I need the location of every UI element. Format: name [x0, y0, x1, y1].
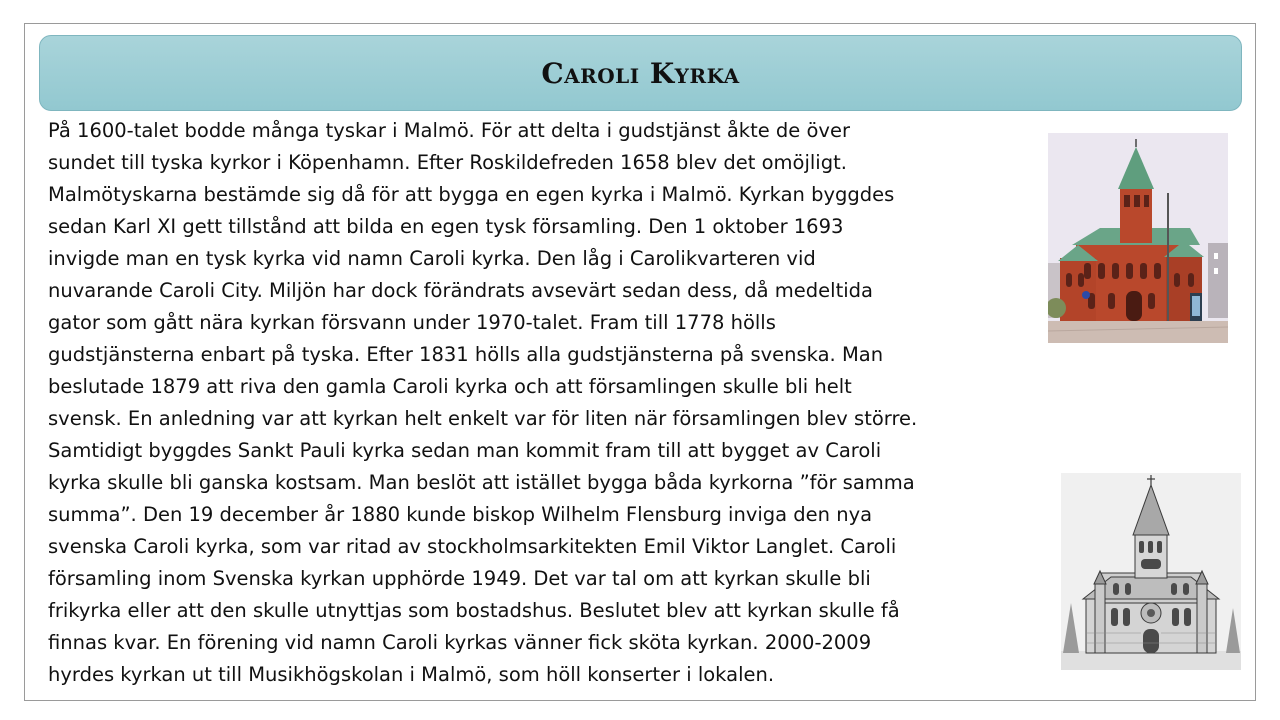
- slide-title: Caroli Kyrka: [541, 56, 740, 90]
- title-banner: [39, 35, 1242, 111]
- church-drawing: [1061, 473, 1241, 670]
- church-photo-icon: [1048, 133, 1228, 343]
- church-engraving-icon: [1061, 473, 1241, 670]
- church-photo: [1048, 133, 1228, 343]
- body-text: På 1600-talet bodde många tyskar i Malmö. För att delta i gudstjänst åkte de över sundet till tyska kyrkor i Köpenhamn. Efter Roskildefreden 1658 blev det omöjligt. Malmötyskarna bestämde sig då för att bygga en egen kyrka i Malmö. Kyrkan byggdes sedan Karl XI gett tillstånd att bilda en egen tysk församling. Den 1 oktober 1693 invigde man en tysk kyrka vid namn Caroli kyrka. Den låg i Carolikvarteren vid nuvarande Caroli City. Miljön har dock förändrats avsevärt sedan dess, då medeltida gator som gått nära kyrkan försvann under 1970-talet. Fram till 1778 hölls gudstjänsterna enbart på tyska. Efter 1831 hölls alla gudstjänsterna på svenska. Man beslutade 1879 att riva den gamla Caroli kyrka och att församlingen skulle bli helt svensk. En anledning var att kyrkan helt enkelt var för liten när församlingen blev större. Samtidigt byggdes Sankt Pauli kyrka sedan man kommit fram till att bygget av Caroli kyrka skulle bli ganska kostsam. Man beslöt att istället bygga båda kyrkorna ”för samma summa”. Den 19 december år 1880 kunde biskop Wilhelm Flensburg inviga den nya svenska Caroli kyrka, som var ritad av stockholmsarkitekten Emil Viktor Langlet. Caroli församling inom Svenska kyrkan upphörde 1949. Det var tal om att kyrkan skulle bli frikyrka eller att den skulle utnyttjas som bostadshus. Beslutet blev att kyrkan skulle få finnas kvar. En förening vid namn Caroli kyrkas vänner fick sköta kyrkan. 2000-2009 hyrdes kyrkan ut till Musikhögskolan i Malmö, som höll konserter i lokalen.: [48, 119, 918, 686]
